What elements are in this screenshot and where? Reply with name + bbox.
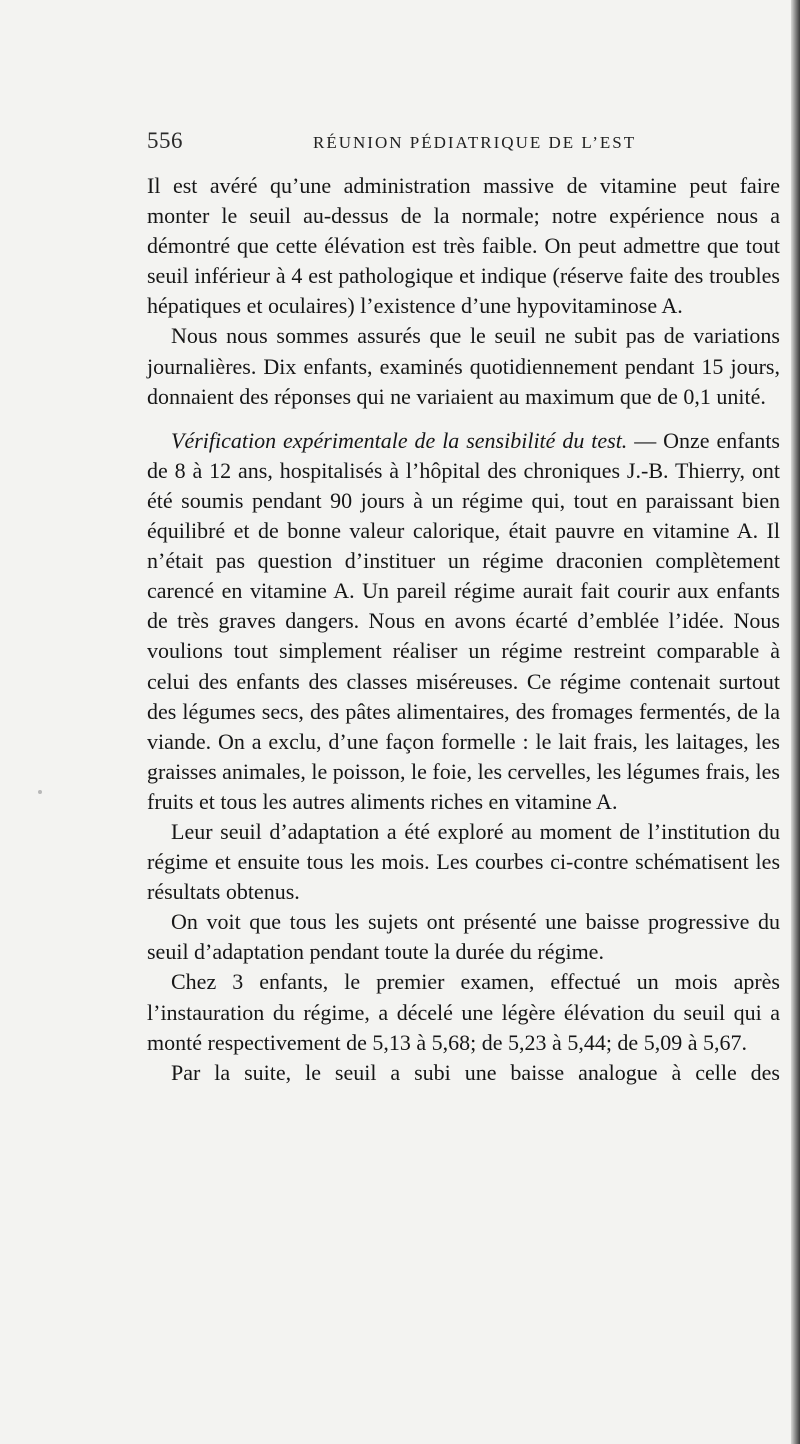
page-number: 556	[147, 128, 183, 153]
section-heading: Vérification expérimentale de la sensibilité du test.	[171, 427, 628, 453]
page-header	[147, 128, 780, 158]
running-head: RÉUNION PÉDIATRIQUE DE L’EST	[313, 133, 637, 152]
paragraph-1: Il est avéré qu’une administration massive de vitamine peut faire monter le seuil au-dessus de la normale; notre expérience nous a démontré que cette élévation est très faible. On peut admettre que tout seuil inférieur à 4 est pathologique et indique (réserve faite des troubles hépatiques et oculaires) l’existence d’une hypovitaminose A.	[147, 173, 780, 319]
paragraph-4: Leur seuil d’adaptation a été exploré au moment de l’institution du régime et ensuite tous les mois. Les courbes ci-contre schématisent les résultats obtenus.	[147, 818, 780, 905]
paragraph-7: Par la suite, le seuil a subi une baisse analogue à celle des	[171, 1059, 780, 1085]
paragraph-3-text: — Onze enfants de 8 à 12 ans, hospitalisés à l’hôpital des chroniques J.-B. Thierry, ont été soumis pendant 90 jours à un régime qui, tout en paraissant bien équilibré et de bonne valeur calorique, était pauvre en vitamine A. Il n’était pas question d’instituer un régime draconien complètement carencé en vitamine A. Un pareil régime aurait fait courir aux enfants de très graves dangers. Nous en avons écarté d’emblée l’idée. Nous voulions tout simplement réaliser un régime restreint comparable à celui des enfants des classes miséreuses. Ce régime contenait surtout des légumes secs, des pâtes alimentaires, des fromages fermentés, de la viande. On a exclu, d’une façon formelle : le lait frais, les laitages, les graisses animales, le poisson, le foie, les cervelles, les légumes frais, les fruits et tous les autres aliments riches en vitamine A.	[147, 427, 780, 814]
body-text	[147, 171, 780, 1088]
paragraph-5: On voit que tous les sujets ont présenté une baisse progressive du seuil d’adaptation pendant toute la durée du régime.	[147, 909, 780, 965]
dust-speck	[38, 790, 42, 794]
page-edge-shadow	[791, 0, 800, 1444]
paragraph-6: Chez 3 enfants, le premier examen, effectué un mois après l’instauration du régime, a décelé une légère élévation du seuil qui a monté respectivement de 5,13 à 5,68; de 5,23 à 5,44; de 5,09 à 5,67.	[147, 969, 780, 1055]
paragraph-2: Nous nous sommes assurés que le seuil ne subit pas de variations journalières. Dix enfants, examinés quotidiennement pendant 15 jours, donnaient des réponses qui ne variaient au maximum que de 0,1 unité.	[147, 323, 780, 409]
paragraph-3	[147, 426, 780, 817]
